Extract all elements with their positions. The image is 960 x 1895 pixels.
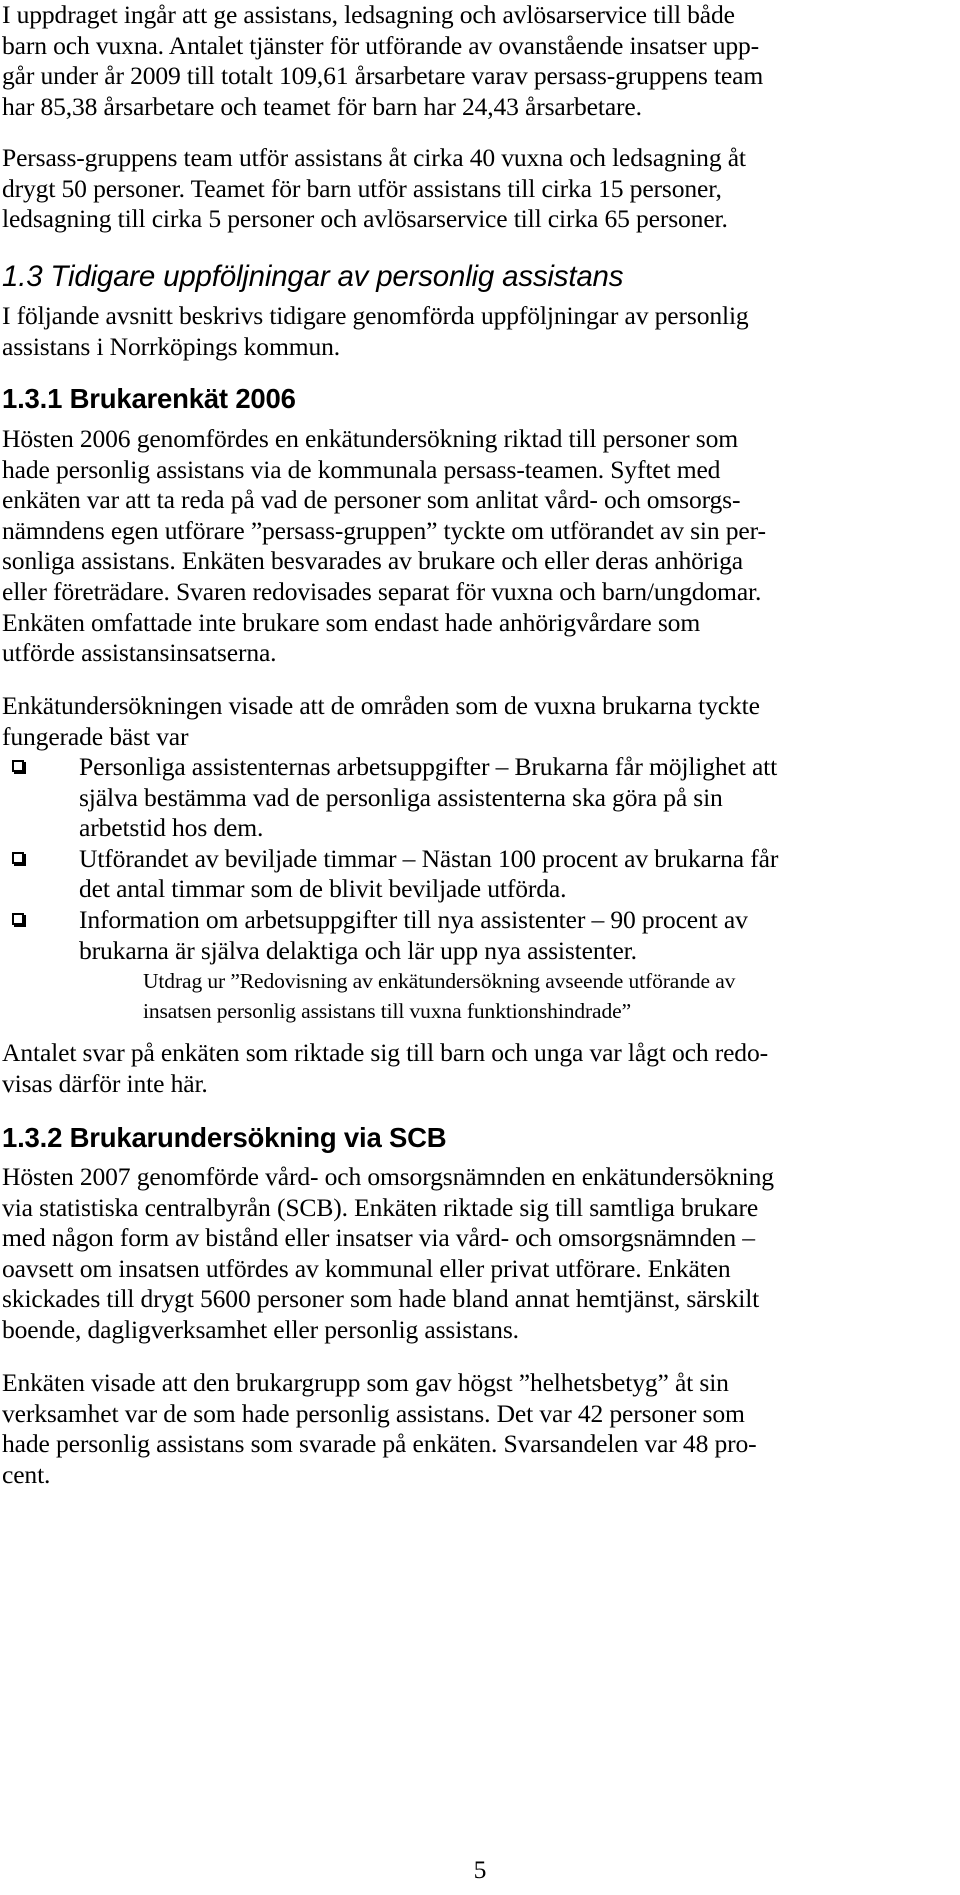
text-line: I uppdraget ingår att ge assistans, ledsagning och avlösarservice till både — [2, 0, 735, 29]
page-number: 5 — [473, 1855, 487, 1884]
text-line: barn och vuxna. Antalet tjänster för utförande av ovanstående insatser upp- — [2, 30, 760, 60]
section-heading-1-3: 1.3 Tidigare uppföljningar av personlig assistans — [2, 260, 624, 293]
text-line: Antalet svar på enkäten som riktade sig till barn och unga var lågt och redo- — [2, 1038, 768, 1067]
text-line: skickades till drygt 5600 personer som hade bland annat hemtjänst, särskilt — [2, 1284, 760, 1314]
text-line: I följande avsnitt beskrivs tidigare genomförda uppföljningar av personlig — [2, 301, 749, 330]
text-line: Utförandet av beviljade timmar – Nästan 100 procent av brukarna får — [79, 843, 779, 873]
text-line: drygt 50 personer. Teamet för barn utför assistans till cirka 15 personer, — [2, 173, 722, 203]
paragraph-1-3-1-body — [2, 424, 952, 669]
section-heading-1-3-1: 1.3.1 Brukarenkät 2006 — [2, 383, 296, 414]
text-line: med någon form av bistånd eller insatser via vård- och omsorgsnämnden – — [2, 1223, 755, 1253]
text-line: det antal timmar som de blivit beviljade utförda. — [79, 874, 567, 904]
checkbox-bullet-icon — [12, 852, 24, 864]
text-line: Enkäten omfattade inte brukare som endast hade anhörigvårdare som — [2, 607, 701, 637]
text-line: Hösten 2007 genomförde vård- och omsorgsnämnden en enkätundersökning — [2, 1162, 774, 1191]
list-item — [2, 905, 952, 966]
checkbox-bullet-icon — [12, 760, 24, 772]
section-heading-1-3-2: 1.3.2 Brukarundersökning via SCB — [2, 1122, 447, 1153]
list-item — [2, 752, 952, 844]
text-line: boende, dagligverksamhet eller personlig assistans. — [2, 1314, 519, 1344]
text-line: hade personlig assistans via de kommunala persass-teamen. Syftet med — [2, 454, 721, 484]
checkbox-bullet-icon — [12, 913, 24, 925]
text-line: går under år 2009 till totalt 109,61 årsarbetare varav persass-gruppens team — [2, 61, 764, 91]
paragraph-assignment — [2, 0, 952, 122]
text-line: enkäten var att ta reda på vad de personer som anlitat vård- och omsorgs- — [2, 485, 741, 515]
text-line: via statistiska centralbyrån (SCB). Enkäten riktade sig till samtliga brukare — [2, 1192, 759, 1222]
text-line: arbetstid hos dem. — [79, 813, 264, 843]
list-item — [2, 844, 952, 905]
text-line: assistans i Norrköpings kommun. — [2, 331, 341, 361]
text-line: Personliga assistenternas arbetsuppgifter – Brukarna får möjlighet att — [79, 752, 778, 781]
text-line: Enkätundersökningen visade att de områden som de vuxna brukarna tyckte — [2, 691, 760, 720]
paragraph-survey-results-intro — [2, 691, 952, 752]
text-line: Enkäten visade att den brukargrupp som gav högst ”helhetsbetyg” åt sin — [2, 1368, 729, 1397]
text-line: ledsagning till cirka 5 personer och avlösarservice till cirka 65 personer. — [2, 204, 728, 234]
paragraph-1-3-intro — [2, 301, 952, 362]
source-quote — [143, 966, 923, 1026]
text-line: verksamhet var de som hade personlig assistans. Det var 42 personer som — [2, 1398, 745, 1428]
paragraph-1-3-2-results — [2, 1368, 952, 1490]
text-line: utförde assistansinsatserna. — [2, 638, 277, 668]
text-line: Information om arbetsuppgifter till nya assistenter – 90 procent av — [79, 904, 748, 934]
text-line: Hösten 2006 genomfördes en enkätundersökning riktad till personer som — [2, 424, 738, 453]
text-line: Persass-gruppens team utför assistans åt cirka 40 vuxna och ledsagning åt — [2, 143, 746, 172]
paragraph-1-3-2-body — [2, 1162, 952, 1346]
text-line: nämndens egen utförare ”persass-gruppen” tyckte om utförandet av sin per- — [2, 515, 766, 545]
text-line: cent. — [2, 1459, 51, 1489]
text-line: fungerade bäst var — [2, 721, 189, 751]
paragraph-children-responses — [2, 1038, 952, 1099]
results-bullet-list — [2, 752, 952, 966]
text-line: oavsett om insatsen utfördes av kommunal eller privat utförare. Enkäten — [2, 1253, 731, 1283]
text-line: Utdrag ur ”Redovisning av enkätundersökning avseende utförande av — [143, 969, 736, 993]
text-line: hade personlig assistans som svarade på enkäten. Svarsandelen var 48 pro- — [2, 1429, 757, 1459]
text-line: sonliga assistans. Enkäten besvarades av brukare och eller deras anhöriga — [2, 546, 743, 576]
paragraph-teams — [2, 143, 952, 235]
text-line: visas därför inte här. — [2, 1068, 208, 1098]
text-line: har 85,38 årsarbetare och teamet för barn har 24,43 årsarbetare. — [2, 91, 642, 121]
text-line: eller företrädare. Svaren redovisades separat för vuxna och barn/ungdomar. — [2, 576, 762, 606]
text-line: brukarna är själva delaktiga och lär upp nya assistenter. — [79, 935, 637, 965]
text-line: själva bestämma vad de personliga assistenterna ska göra på sin — [79, 782, 723, 812]
text-line: insatsen personlig assistans till vuxna funktionshindrade” — [143, 999, 632, 1023]
